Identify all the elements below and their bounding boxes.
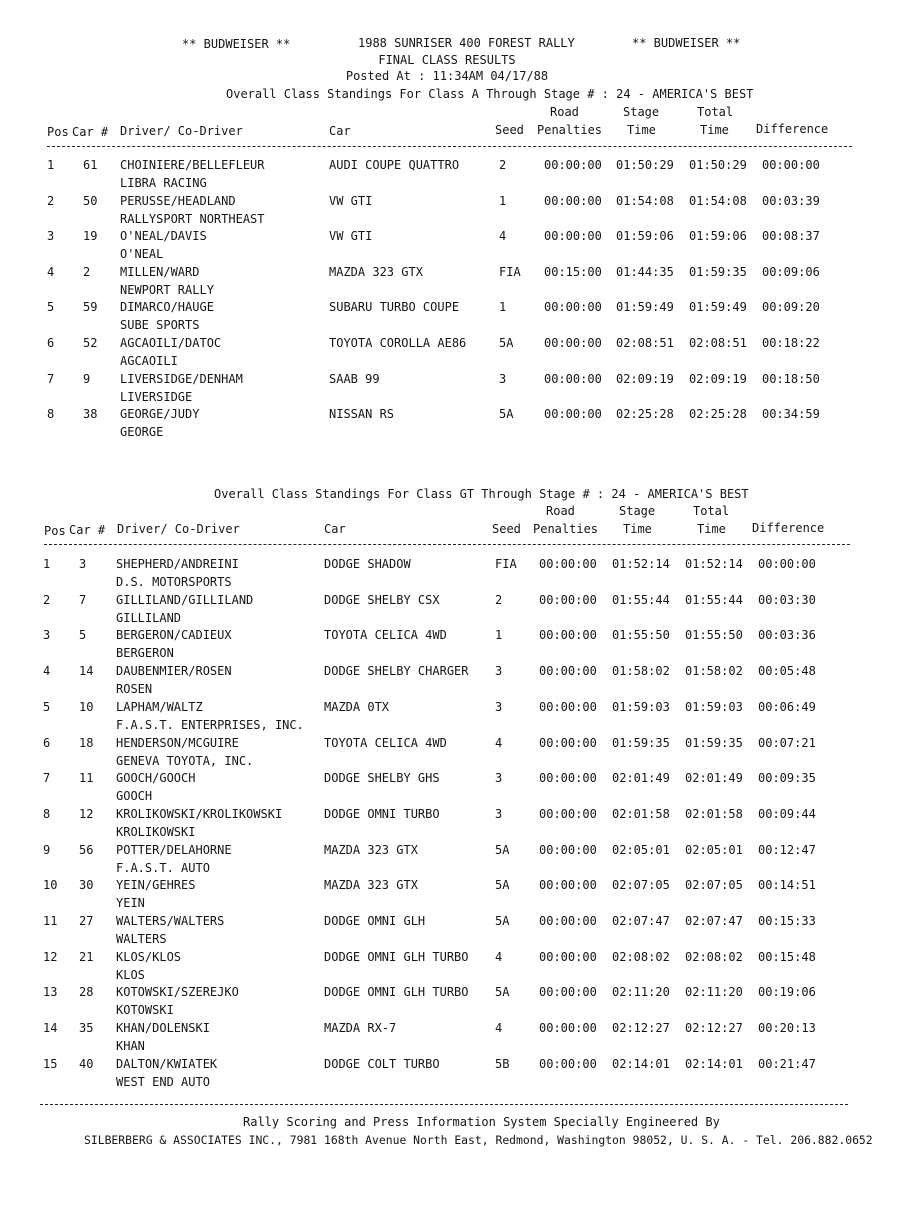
seed-cell: 4 — [495, 949, 503, 964]
position-cell: 3 — [47, 229, 55, 244]
position-cell: 2 — [47, 193, 55, 208]
position-cell: 7 — [47, 371, 55, 386]
team-cell: F.A.S.T. AUTO — [116, 860, 210, 875]
total-time-cell: 01:55:50 — [685, 628, 743, 643]
difference-cell: 00:03:36 — [758, 628, 816, 643]
driver-cell: SHEPHERD/ANDREINI — [116, 557, 239, 571]
road-penalties-cell: 00:00:00 — [539, 842, 597, 857]
total-time-cell: 02:12:27 — [685, 1021, 743, 1036]
difference-cell: 00:00:00 — [762, 158, 820, 172]
col-stage-top: Stage — [619, 504, 656, 518]
car-number-cell: 19 — [83, 229, 98, 244]
col-seed: Seed — [495, 123, 524, 137]
seed-cell: 4 — [495, 1021, 503, 1036]
car-model-cell: DODGE OMNI GLH TURBO — [324, 985, 469, 1000]
total-time-cell: 01:59:06 — [689, 229, 747, 244]
seed-cell: 2 — [499, 158, 507, 172]
stage-time-cell: 02:05:01 — [612, 842, 670, 857]
car-number-cell: 14 — [79, 664, 94, 679]
car-model-cell: SAAB 99 — [329, 371, 380, 386]
col-difference: Difference — [756, 122, 829, 136]
road-penalties-cell: 00:00:00 — [539, 985, 597, 1000]
sponsor-left: ** BUDWEISER ** — [182, 37, 291, 51]
driver-cell: POTTER/DELAHORNE — [116, 842, 232, 857]
team-cell: GENEVA TOYOTA, INC. — [116, 753, 254, 768]
seed-cell: 4 — [499, 229, 507, 244]
seed-cell: 5A — [495, 985, 510, 1000]
col-road-bottom: Penalties — [537, 123, 603, 137]
driver-cell: CHOINIERE/BELLEFLEUR — [120, 158, 265, 172]
difference-cell: 00:21:47 — [758, 1056, 816, 1071]
team-cell: KOTOWSKI — [116, 1003, 174, 1018]
driver-cell: DIMARCO/HAUGE — [120, 300, 214, 315]
col-driver: Driver/ Co-Driver — [117, 522, 240, 536]
footer-credit: Rally Scoring and Press Information System Specially Engineered By — [243, 1115, 720, 1129]
position-cell: 3 — [43, 628, 51, 643]
total-time-cell: 02:01:58 — [685, 806, 743, 821]
col-stage-top: Stage — [623, 105, 660, 119]
team-cell: LIBRA RACING — [120, 176, 207, 190]
car-number-cell: 5 — [79, 628, 87, 643]
position-cell: 4 — [43, 664, 51, 679]
team-cell: GEORGE — [120, 425, 164, 440]
car-number-cell: 50 — [83, 193, 98, 208]
car-number-cell: 10 — [79, 699, 94, 714]
posted-time: Posted At : 11:34AM 04/17/88 — [345, 69, 549, 83]
road-penalties-cell: 00:00:00 — [539, 1021, 597, 1036]
col-seed: Seed — [492, 522, 521, 536]
position-cell: 4 — [47, 264, 55, 279]
seed-cell: 5A — [495, 878, 510, 893]
car-model-cell: TOYOTA CELICA 4WD — [324, 735, 447, 750]
position-cell: 2 — [43, 592, 51, 607]
driver-cell: KHAN/DOLENSKI — [116, 1021, 210, 1036]
car-number-cell: 28 — [79, 985, 94, 1000]
difference-cell: 00:09:20 — [762, 300, 820, 315]
difference-cell: 00:03:39 — [762, 193, 820, 208]
car-number-cell: 18 — [79, 735, 94, 750]
stage-time-cell: 02:01:58 — [612, 806, 670, 821]
seed-cell: FIA — [495, 557, 517, 571]
difference-cell: 00:14:51 — [758, 878, 816, 893]
difference-cell: 00:03:30 — [758, 592, 816, 607]
car-model-cell: DODGE COLT TURBO — [324, 1056, 440, 1071]
car-model-cell: VW GTI — [329, 229, 373, 244]
position-cell: 12 — [43, 949, 58, 964]
driver-cell: LIVERSIDGE/DENHAM — [120, 371, 243, 386]
car-number-cell: 3 — [79, 557, 87, 571]
seed-cell: 4 — [495, 735, 503, 750]
stage-time-cell: 02:07:05 — [612, 878, 670, 893]
col-total-top: Total — [697, 105, 734, 119]
driver-cell: KOTOWSKI/SZEREJKO — [116, 985, 239, 1000]
car-model-cell: DODGE OMNI GLH — [324, 914, 426, 928]
difference-cell: 00:05:48 — [758, 664, 816, 679]
driver-cell: GEORGE/JUDY — [120, 407, 200, 422]
total-time-cell: 02:11:20 — [685, 985, 743, 1000]
total-time-cell: 02:07:05 — [685, 878, 743, 893]
driver-cell: KROLIKOWSKI/KROLIKOWSKI — [116, 806, 283, 821]
position-cell: 8 — [43, 806, 51, 821]
team-cell: WALTERS — [116, 932, 167, 946]
stage-time-cell: 01:55:50 — [612, 628, 670, 643]
road-penalties-cell: 00:00:00 — [544, 407, 602, 422]
team-cell: D.S. MOTORSPORTS — [116, 575, 232, 589]
col-stage-bottom: Time — [627, 123, 656, 137]
total-time-cell: 02:25:28 — [689, 407, 747, 422]
road-penalties-cell: 00:00:00 — [544, 229, 602, 244]
header-rule — [44, 544, 850, 545]
total-time-cell: 02:09:19 — [689, 371, 747, 386]
car-number-cell: 38 — [83, 407, 98, 422]
class-gt-title: Overall Class Standings For Class GT Through Stage # : 24 - AMERICA'S BEST — [214, 487, 749, 501]
road-penalties-cell: 00:00:00 — [539, 878, 597, 893]
position-cell: 7 — [43, 771, 51, 786]
total-time-cell: 02:05:01 — [685, 842, 743, 857]
car-model-cell: DODGE OMNI GLH TURBO — [324, 949, 469, 964]
total-time-cell: 01:54:08 — [689, 193, 747, 208]
seed-cell: 1 — [495, 628, 503, 643]
stage-time-cell: 01:59:06 — [616, 229, 674, 244]
seed-cell: 5B — [495, 1056, 510, 1071]
seed-cell: 1 — [499, 300, 507, 315]
car-model-cell: MAZDA 323 GTX — [324, 842, 418, 857]
road-penalties-cell: 00:00:00 — [544, 300, 602, 315]
driver-cell: KLOS/KLOS — [116, 949, 182, 964]
car-model-cell: TOYOTA CELICA 4WD — [324, 628, 447, 643]
car-model-cell: SUBARU TURBO COUPE — [329, 300, 460, 315]
team-cell: BERGERON — [116, 646, 174, 661]
position-cell: 15 — [43, 1056, 58, 1071]
car-model-cell: DODGE OMNI TURBO — [324, 806, 440, 821]
position-cell: 14 — [43, 1021, 58, 1036]
road-penalties-cell: 00:00:00 — [539, 664, 597, 679]
stage-time-cell: 01:59:49 — [616, 300, 674, 315]
seed-cell: 1 — [499, 193, 507, 208]
car-number-cell: 2 — [83, 264, 91, 279]
car-number-cell: 40 — [79, 1056, 94, 1071]
driver-cell: DALTON/KWIATEK — [116, 1056, 218, 1071]
car-model-cell: TOYOTA COROLLA AE86 — [329, 336, 467, 350]
team-cell: GOOCH — [116, 789, 153, 804]
total-time-cell: 01:59:49 — [689, 300, 747, 315]
road-penalties-cell: 00:00:00 — [539, 1056, 597, 1071]
driver-cell: YEIN/GEHRES — [116, 878, 196, 893]
team-cell: NEWPORT RALLY — [120, 282, 214, 297]
road-penalties-cell: 00:00:00 — [539, 949, 597, 964]
car-model-cell: MAZDA RX-7 — [324, 1021, 397, 1036]
car-model-cell: MAZDA 0TX — [324, 699, 390, 714]
stage-time-cell: 02:07:47 — [612, 914, 670, 928]
position-cell: 6 — [47, 336, 55, 350]
seed-cell: 5A — [495, 842, 510, 857]
stage-time-cell: 01:59:03 — [612, 699, 670, 714]
car-number-cell: 59 — [83, 300, 98, 315]
difference-cell: 00:00:00 — [758, 557, 816, 571]
team-cell: AGCAOILI — [120, 354, 178, 368]
col-total-bottom: Time — [700, 123, 729, 137]
car-number-cell: 7 — [79, 592, 87, 607]
seed-cell: 5A — [495, 914, 510, 928]
road-penalties-cell: 00:00:00 — [544, 158, 602, 172]
road-penalties-cell: 00:00:00 — [544, 193, 602, 208]
col-car-model: Car — [329, 124, 351, 138]
seed-cell: 3 — [495, 699, 503, 714]
seed-cell: 3 — [499, 371, 507, 386]
car-number-cell: 9 — [83, 371, 91, 386]
team-cell: RALLYSPORT NORTHEAST — [120, 211, 265, 226]
report-title: 1988 SUNRISER 400 FOREST RALLY — [358, 36, 575, 50]
total-time-cell: 01:50:29 — [689, 158, 747, 172]
difference-cell: 00:18:50 — [762, 371, 820, 386]
class-a-title: Overall Class Standings For Class A Through Stage # : 24 - AMERICA'S BEST — [226, 87, 754, 101]
road-penalties-cell: 00:15:00 — [544, 264, 602, 279]
driver-cell: BERGERON/CADIEUX — [116, 628, 232, 643]
header-rule — [47, 146, 852, 147]
total-time-cell: 02:08:02 — [685, 949, 743, 964]
difference-cell: 00:15:33 — [758, 914, 816, 928]
total-time-cell: 01:55:44 — [685, 592, 743, 607]
road-penalties-cell: 00:00:00 — [539, 771, 597, 786]
stage-time-cell: 01:59:35 — [612, 735, 670, 750]
car-number-cell: 21 — [79, 949, 94, 964]
difference-cell: 00:09:44 — [758, 806, 816, 821]
stage-time-cell: 02:08:02 — [612, 949, 670, 964]
seed-cell: 3 — [495, 664, 503, 679]
car-number-cell: 35 — [79, 1021, 94, 1036]
seed-cell: 3 — [495, 771, 503, 786]
team-cell: WEST END AUTO — [116, 1074, 210, 1089]
difference-cell: 00:20:13 — [758, 1021, 816, 1036]
col-total-bottom: Time — [697, 522, 726, 536]
difference-cell: 00:19:06 — [758, 985, 816, 1000]
road-penalties-cell: 00:00:00 — [544, 371, 602, 386]
team-cell: ROSEN — [116, 682, 153, 697]
position-cell: 9 — [43, 842, 51, 857]
car-number-cell: 11 — [79, 771, 94, 786]
road-penalties-cell: 00:00:00 — [539, 806, 597, 821]
road-penalties-cell: 00:00:00 — [539, 735, 597, 750]
road-penalties-cell: 00:00:00 — [539, 914, 597, 928]
stage-time-cell: 02:11:20 — [612, 985, 670, 1000]
team-cell: KLOS — [116, 967, 145, 982]
driver-cell: AGCAOILI/DATOC — [120, 336, 222, 350]
stage-time-cell: 02:01:49 — [612, 771, 670, 786]
driver-cell: LAPHAM/WALTZ — [116, 699, 203, 714]
difference-cell: 00:09:35 — [758, 771, 816, 786]
position-cell: 1 — [43, 557, 51, 571]
col-total-top: Total — [693, 504, 730, 518]
stage-time-cell: 02:14:01 — [612, 1056, 670, 1071]
car-number-cell: 30 — [79, 878, 94, 893]
car-model-cell: DODGE SHELBY GHS — [324, 771, 440, 786]
stage-time-cell: 01:55:44 — [612, 592, 670, 607]
car-model-cell: VW GTI — [329, 193, 373, 208]
road-penalties-cell: 00:00:00 — [539, 699, 597, 714]
col-car-number: Car # — [72, 125, 109, 139]
driver-cell: O'NEAL/DAVIS — [120, 229, 207, 244]
report-subtitle: FINAL CLASS RESULTS — [378, 53, 516, 67]
road-penalties-cell: 00:00:00 — [539, 592, 597, 607]
car-model-cell: DODGE SHADOW — [324, 557, 411, 571]
car-model-cell: MAZDA 323 GTX — [329, 264, 423, 279]
car-number-cell: 12 — [79, 806, 94, 821]
col-car-model: Car — [324, 522, 346, 536]
total-time-cell: 01:59:35 — [685, 735, 743, 750]
footer-rule — [40, 1104, 848, 1105]
total-time-cell: 02:08:51 — [689, 336, 747, 350]
stage-time-cell: 01:44:35 — [616, 264, 674, 279]
position-cell: 8 — [47, 407, 55, 422]
difference-cell: 00:07:21 — [758, 735, 816, 750]
stage-time-cell: 02:25:28 — [616, 407, 674, 422]
stage-time-cell: 01:58:02 — [612, 664, 670, 679]
car-number-cell: 56 — [79, 842, 94, 857]
driver-cell: DAUBENMIER/ROSEN — [116, 664, 232, 679]
position-cell: 1 — [47, 158, 55, 172]
difference-cell: 00:15:48 — [758, 949, 816, 964]
difference-cell: 00:08:37 — [762, 229, 820, 244]
col-difference: Difference — [752, 521, 825, 535]
difference-cell: 00:34:59 — [762, 407, 820, 422]
position-cell: 5 — [47, 300, 55, 315]
team-cell: LIVERSIDGE — [120, 389, 193, 404]
col-car-number: Car # — [69, 523, 106, 537]
team-cell: KHAN — [116, 1039, 145, 1054]
driver-cell: GILLILAND/GILLILAND — [116, 592, 254, 607]
seed-cell: 5A — [499, 336, 514, 350]
difference-cell: 00:18:22 — [762, 336, 820, 350]
driver-cell: WALTERS/WALTERS — [116, 914, 225, 928]
team-cell: SUBE SPORTS — [120, 318, 200, 333]
road-penalties-cell: 00:00:00 — [539, 557, 597, 571]
seed-cell: 5A — [499, 407, 514, 422]
col-driver: Driver/ Co-Driver — [120, 124, 243, 138]
car-model-cell: AUDI COUPE QUATTRO — [329, 158, 460, 172]
stage-time-cell: 01:50:29 — [616, 158, 674, 172]
difference-cell: 00:06:49 — [758, 699, 816, 714]
driver-cell: MILLEN/WARD — [120, 264, 200, 279]
position-cell: 11 — [43, 914, 58, 928]
stage-time-cell: 02:09:19 — [616, 371, 674, 386]
difference-cell: 00:12:47 — [758, 842, 816, 857]
car-number-cell: 27 — [79, 914, 94, 928]
stage-time-cell: 02:12:27 — [612, 1021, 670, 1036]
team-cell: GILLILAND — [116, 610, 182, 625]
position-cell: 10 — [43, 878, 58, 893]
car-model-cell: NISSAN RS — [329, 407, 395, 422]
car-model-cell: DODGE SHELBY CSX — [324, 592, 440, 607]
driver-cell: PERUSSE/HEADLAND — [120, 193, 236, 208]
total-time-cell: 02:14:01 — [685, 1056, 743, 1071]
total-time-cell: 01:59:03 — [685, 699, 743, 714]
total-time-cell: 01:58:02 — [685, 664, 743, 679]
team-cell: O'NEAL — [120, 247, 164, 262]
car-model-cell: MAZDA 323 GTX — [324, 878, 418, 893]
footer-address: SILBERBERG & ASSOCIATES INC., 7981 168th Avenue North East, Redmond, Washington 98052, U. S. A. - Tel. 206.882.0652 — [84, 1133, 873, 1147]
seed-cell: FIA — [499, 264, 521, 279]
car-model-cell: DODGE SHELBY CHARGER — [324, 664, 469, 679]
seed-cell: 3 — [495, 806, 503, 821]
team-cell: F.A.S.T. ENTERPRISES, INC. — [116, 717, 304, 732]
total-time-cell: 01:52:14 — [685, 557, 743, 571]
total-time-cell: 02:01:49 — [685, 771, 743, 786]
stage-time-cell: 01:52:14 — [612, 557, 670, 571]
position-cell: 13 — [43, 985, 58, 1000]
sponsor-right: ** BUDWEISER ** — [632, 36, 741, 50]
team-cell: YEIN — [116, 896, 145, 911]
stage-time-cell: 01:54:08 — [616, 193, 674, 208]
car-number-cell: 61 — [83, 158, 98, 172]
road-penalties-cell: 00:00:00 — [539, 628, 597, 643]
col-pos: Pos — [44, 524, 66, 538]
car-number-cell: 52 — [83, 336, 98, 350]
seed-cell: 2 — [495, 592, 503, 607]
total-time-cell: 02:07:47 — [685, 914, 743, 928]
team-cell: KROLIKOWSKI — [116, 824, 196, 839]
driver-cell: HENDERSON/MCGUIRE — [116, 735, 239, 750]
position-cell: 5 — [43, 699, 51, 714]
difference-cell: 00:09:06 — [762, 264, 820, 279]
position-cell: 6 — [43, 735, 51, 750]
col-road-top: Road — [546, 504, 575, 518]
col-stage-bottom: Time — [623, 522, 652, 536]
road-penalties-cell: 00:00:00 — [544, 336, 602, 350]
col-road-bottom: Penalties — [533, 522, 599, 536]
stage-time-cell: 02:08:51 — [616, 336, 674, 350]
col-road-top: Road — [550, 105, 579, 119]
driver-cell: GOOCH/GOOCH — [116, 771, 196, 786]
total-time-cell: 01:59:35 — [689, 264, 747, 279]
col-pos: Pos — [47, 125, 69, 139]
